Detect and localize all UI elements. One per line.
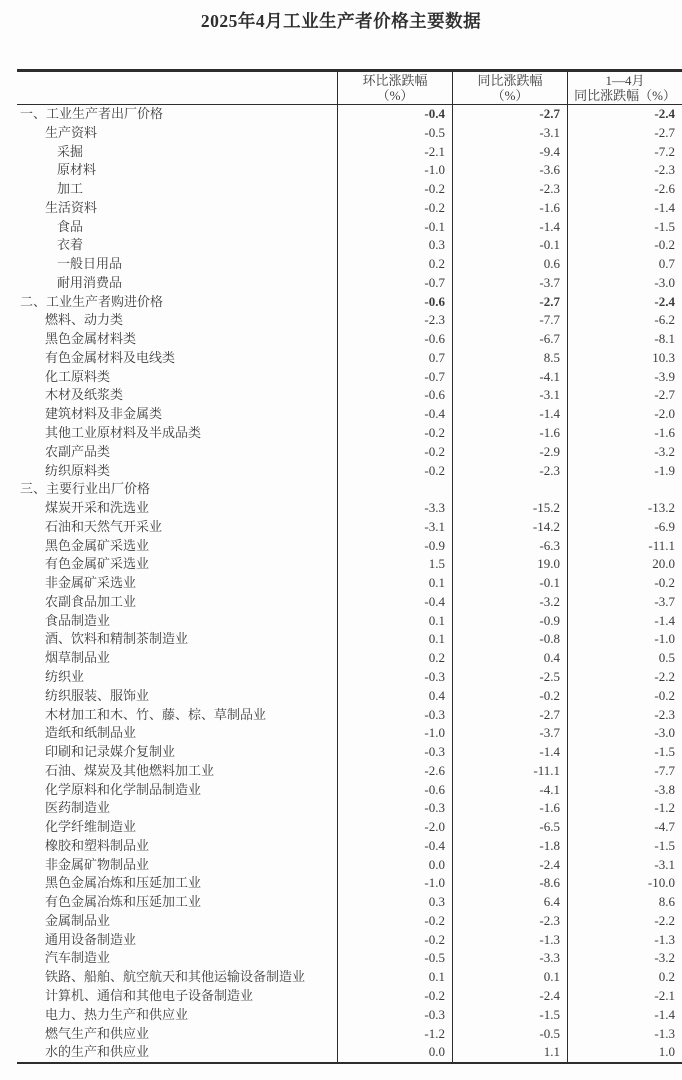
row-value-mom: -0.4 [337,837,452,856]
row-label: 化学纤维制造业 [45,819,137,835]
row-value-ytd: 20.0 [567,555,682,574]
row-label: 木材及纸浆类 [45,387,124,403]
row-value-yoy: -2.4 [452,987,567,1006]
row-value-mom: 1.5 [337,555,452,574]
row-value-yoy: 0.6 [452,255,567,274]
row-value-ytd: -3.8 [567,781,682,800]
row-label: 二、工业生产者购进价格 [20,293,164,309]
row-value-yoy: -2.7 [452,706,567,725]
row-label: 生产资料 [45,124,98,140]
row-label: 建筑材料及非金属类 [45,406,163,422]
table-row [17,1043,682,1062]
table-row [17,987,682,1006]
table-row [17,161,682,180]
table-row [17,706,682,725]
row-value-ytd: -7.2 [567,143,682,162]
row-value-yoy: -1.6 [452,799,567,818]
row-value-yoy: -8.6 [452,874,567,893]
row-value-ytd: -6.2 [567,311,682,330]
table-row [17,537,682,556]
row-value-mom: -0.2 [337,180,452,199]
table-row [17,293,682,312]
row-label: 一般日用品 [57,256,123,272]
row-value-ytd: -3.1 [567,856,682,875]
row-value-yoy: -3.7 [452,274,567,293]
row-value-ytd: 0.2 [567,968,682,987]
table-row [17,405,682,424]
row-value-mom: -0.2 [337,199,452,218]
row-value-yoy: -11.1 [452,762,567,781]
row-value-mom: -1.0 [337,161,452,180]
row-value-mom: -0.2 [337,912,452,931]
table-body [17,105,682,1062]
row-label: 黑色金属冶炼和压延加工业 [45,875,202,891]
table-row [17,236,682,255]
row-value-ytd: -0.2 [567,687,682,706]
row-value-ytd: -2.2 [567,912,682,931]
col-header-yoy-unit: （%） [491,88,529,103]
table-row [17,462,682,481]
table-row [17,218,682,237]
table-row [17,274,682,293]
row-value-yoy: -1.3 [452,931,567,950]
row-value-mom: -2.1 [337,143,452,162]
table-row [17,255,682,274]
row-label: 纺织服装、服饰业 [45,687,150,703]
table-row [17,518,682,537]
row-value-yoy: -6.5 [452,818,567,837]
row-value-yoy: -0.1 [452,574,567,593]
table-row [17,368,682,387]
row-value-ytd: -3.0 [567,274,682,293]
table-row [17,612,682,631]
row-value-yoy: -0.9 [452,612,567,631]
row-label: 原材料 [57,162,97,178]
row-value-ytd: 1.0 [567,1043,682,1062]
col-header-yoy-title: 同比涨跌幅 [477,72,543,88]
row-value-yoy: -2.3 [452,912,567,931]
row-value-yoy: 1.1 [452,1043,567,1062]
row-label: 印刷和记录媒介复制业 [45,744,176,760]
row-value-ytd: -1.5 [567,218,682,237]
row-label: 加工 [57,181,84,197]
row-value-ytd: 0.7 [567,255,682,274]
row-label: 铁路、船舶、航空航天和其他运输设备制造业 [45,969,306,985]
table-row [17,593,682,612]
row-label: 一、工业生产者出厂价格 [20,106,164,121]
row-label: 纺织业 [45,668,85,684]
row-value-ytd: -3.9 [567,368,682,387]
col-header-mom-title: 环比涨跌幅 [362,72,428,88]
row-value-yoy: -2.3 [452,462,567,481]
row-value-yoy: -3.2 [452,593,567,612]
row-label: 非金属矿物制品业 [45,856,150,872]
table-row [17,837,682,856]
row-value-mom: -0.3 [337,668,452,687]
row-value-yoy: -0.2 [452,687,567,706]
table-header-row [17,72,682,105]
row-value-ytd: -1.2 [567,799,682,818]
row-value-mom: -0.3 [337,743,452,762]
row-value-mom: 0.1 [337,574,452,593]
row-value-mom: -0.3 [337,1006,452,1025]
table-row [17,330,682,349]
row-label: 食品制造业 [45,612,111,628]
row-value-mom: -0.5 [337,949,452,968]
table-row [17,349,682,368]
table-row [17,105,682,124]
row-value-ytd: -2.3 [567,161,682,180]
row-value-ytd: -2.7 [567,124,682,143]
row-label: 农副产品类 [45,443,111,459]
row-label: 烟草制品业 [45,650,111,666]
row-value-ytd: -11.1 [567,537,682,556]
table-row [17,143,682,162]
row-label: 通用设备制造业 [45,931,137,947]
row-value-ytd: -2.7 [567,386,682,405]
row-label: 化学原料和化学制品制造业 [45,781,202,797]
row-value-ytd: 0.5 [567,649,682,668]
row-value-yoy: -0.1 [452,236,567,255]
table-row [17,668,682,687]
row-value-mom: -2.3 [337,311,452,330]
row-value-mom: 0.0 [337,856,452,875]
row-value-mom: -0.2 [337,931,452,950]
table-row [17,743,682,762]
row-value-yoy: -7.7 [452,311,567,330]
row-value-yoy: -3.6 [452,161,567,180]
row-value-mom: -0.2 [337,987,452,1006]
row-value-ytd: -7.7 [567,762,682,781]
row-value-yoy: -3.3 [452,949,567,968]
row-label: 医药制造业 [45,800,111,816]
row-value-mom: -0.7 [337,368,452,387]
table-row [17,1025,682,1044]
row-value-yoy: -2.9 [452,443,567,462]
row-value-ytd: -1.4 [567,612,682,631]
row-value-yoy: -4.1 [452,781,567,800]
row-value-yoy: -1.4 [452,218,567,237]
table-row [17,180,682,199]
row-value-yoy: -1.8 [452,837,567,856]
col-header-yoy-change [452,72,567,104]
row-value-yoy: -2.3 [452,180,567,199]
row-value-mom: -0.3 [337,706,452,725]
row-value-yoy: -6.7 [452,330,567,349]
row-value-yoy: -2.7 [452,105,567,124]
row-value-yoy: -3.7 [452,724,567,743]
row-value-yoy: -2.4 [452,856,567,875]
row-label: 汽车制造业 [45,950,111,966]
row-value-yoy: -1.5 [452,1006,567,1025]
col-header-ytd-yoy-change [567,72,682,104]
row-value-ytd: -1.3 [567,1025,682,1044]
row-value-yoy: 0.4 [452,649,567,668]
row-label: 采掘 [57,143,84,159]
row-value-ytd: -13.2 [567,499,682,518]
row-label: 黑色金属矿采选业 [45,537,150,553]
table-row [17,480,682,499]
row-value-yoy: -2.7 [452,293,567,312]
row-value-mom: -0.7 [337,274,452,293]
row-value-ytd [567,480,682,499]
row-value-mom: 0.2 [337,649,452,668]
table-row [17,724,682,743]
row-value-mom: -0.2 [337,443,452,462]
table-row [17,931,682,950]
row-value-ytd: -8.1 [567,330,682,349]
table-row [17,893,682,912]
table-row [17,968,682,987]
row-label: 煤炭开采和洗选业 [45,500,150,516]
table-row [17,574,682,593]
row-label: 燃气生产和供应业 [45,1025,150,1041]
header-label-spacer [17,72,337,104]
col-header-ytd-unit: 同比涨跌幅（%） [574,88,676,103]
table-row [17,762,682,781]
row-value-mom: -0.9 [337,537,452,556]
row-value-yoy: 0.1 [452,968,567,987]
row-value-ytd: -10.0 [567,874,682,893]
row-value-mom: -0.3 [337,799,452,818]
row-value-mom: 0.0 [337,1043,452,1062]
row-value-ytd: -2.4 [567,293,682,312]
row-value-yoy: -14.2 [452,518,567,537]
row-value-mom: -0.6 [337,330,452,349]
row-value-mom: -2.6 [337,762,452,781]
row-label: 造纸和纸制品业 [45,725,137,741]
row-value-ytd: -3.0 [567,724,682,743]
row-label: 纺织原料类 [45,462,111,478]
row-value-ytd: -0.2 [567,574,682,593]
row-value-yoy: -0.8 [452,630,567,649]
row-value-mom: -0.4 [337,593,452,612]
row-value-mom: -2.0 [337,818,452,837]
table-row [17,311,682,330]
table-row [17,687,682,706]
row-value-ytd: -1.9 [567,462,682,481]
row-label: 金属制品业 [45,912,111,928]
row-value-mom: -0.6 [337,781,452,800]
row-value-yoy: -6.3 [452,537,567,556]
row-label: 其他工业原材料及半成品类 [45,425,202,441]
row-value-mom: -0.2 [337,462,452,481]
row-value-mom: 0.1 [337,630,452,649]
row-value-ytd: -0.2 [567,236,682,255]
row-value-ytd: -2.0 [567,405,682,424]
table-row [17,856,682,875]
row-value-mom: -1.2 [337,1025,452,1044]
row-value-mom: 0.1 [337,968,452,987]
row-value-yoy: -3.1 [452,386,567,405]
row-value-ytd: 8.6 [567,893,682,912]
row-value-ytd: -1.4 [567,1006,682,1025]
col-header-mom-change [337,72,452,104]
table-row [17,799,682,818]
row-value-yoy: 8.5 [452,349,567,368]
row-value-mom: -1.0 [337,874,452,893]
page-title: 2025年4月工业生产者价格主要数据 [200,11,482,31]
table-row [17,912,682,931]
row-label: 三、主要行业出厂价格 [20,481,151,497]
row-label: 非金属矿采选业 [45,575,137,591]
row-value-ytd: -1.5 [567,837,682,856]
row-value-ytd: -6.9 [567,518,682,537]
row-value-mom: -3.3 [337,499,452,518]
row-label: 化工原料类 [45,368,111,384]
row-value-yoy: -0.5 [452,1025,567,1044]
table-row [17,1006,682,1025]
row-value-ytd: -3.7 [567,593,682,612]
row-label: 计算机、通信和其他电子设备制造业 [45,987,254,1003]
row-label: 水的生产和供应业 [45,1044,150,1060]
row-label: 食品 [57,218,84,234]
ppi-data-table [17,69,682,1064]
row-label: 有色金属矿采选业 [45,556,150,572]
row-value-yoy: -15.2 [452,499,567,518]
row-label: 电力、热力生产和供应业 [45,1006,189,1022]
row-value-yoy: -1.6 [452,199,567,218]
row-value-ytd: -2.3 [567,706,682,725]
row-value-yoy: -1.4 [452,743,567,762]
row-label: 有色金属材料及电线类 [45,349,176,365]
row-value-yoy: -2.5 [452,668,567,687]
row-value-yoy: 19.0 [452,555,567,574]
ppi-report-page [0,11,682,1064]
table-row [17,424,682,443]
row-label: 木材加工和木、竹、藤、棕、草制品业 [45,706,267,722]
row-label: 生活资料 [45,199,98,215]
row-value-yoy [452,480,567,499]
row-value-mom: -0.2 [337,424,452,443]
row-label: 酒、饮料和精制茶制造业 [45,631,189,647]
row-value-mom: 0.2 [337,255,452,274]
row-value-yoy: 6.4 [452,893,567,912]
row-label: 耐用消费品 [57,274,123,290]
table-row [17,818,682,837]
table-row [17,443,682,462]
row-value-yoy: -4.1 [452,368,567,387]
row-value-mom: -0.6 [337,293,452,312]
row-value-mom: -0.4 [337,105,452,124]
row-value-mom: -1.0 [337,724,452,743]
row-value-yoy: -3.1 [452,124,567,143]
row-value-ytd: -3.2 [567,949,682,968]
row-label: 黑色金属材料类 [45,331,137,347]
row-value-mom: 0.3 [337,236,452,255]
row-value-ytd: -1.6 [567,424,682,443]
row-value-yoy: -1.6 [452,424,567,443]
col-header-ytd-title: 1—4月 [605,72,645,88]
row-value-ytd: -4.7 [567,818,682,837]
row-value-ytd: -2.1 [567,987,682,1006]
row-value-mom: -3.1 [337,518,452,537]
row-label: 有色金属冶炼和压延加工业 [45,894,202,910]
row-value-mom: -0.4 [337,405,452,424]
table-row [17,124,682,143]
row-value-ytd: -3.2 [567,443,682,462]
row-label: 农副食品加工业 [45,593,137,609]
table-row [17,649,682,668]
col-header-mom-unit: （%） [376,88,414,103]
row-value-yoy: -1.4 [452,405,567,424]
row-value-mom: 0.3 [337,893,452,912]
table-row [17,499,682,518]
table-row [17,199,682,218]
row-value-mom [337,480,452,499]
table-row [17,555,682,574]
row-value-mom: 0.4 [337,687,452,706]
table-row [17,949,682,968]
row-value-ytd: -2.6 [567,180,682,199]
table-row [17,781,682,800]
row-label: 石油和天然气开采业 [45,518,163,534]
row-value-mom: 0.7 [337,349,452,368]
row-value-mom: 0.1 [337,612,452,631]
table-row [17,386,682,405]
row-label: 燃料、动力类 [45,312,124,328]
row-label: 橡胶和塑料制品业 [45,837,150,853]
row-value-mom: -0.5 [337,124,452,143]
row-value-mom: -0.1 [337,218,452,237]
table-row [17,874,682,893]
row-value-ytd: -2.4 [567,105,682,124]
row-value-ytd: 10.3 [567,349,682,368]
row-value-ytd: -1.3 [567,931,682,950]
row-label: 衣着 [57,237,84,253]
row-value-ytd: -1.5 [567,743,682,762]
row-value-ytd: -1.0 [567,630,682,649]
row-value-ytd: -1.4 [567,199,682,218]
row-value-mom: -0.6 [337,386,452,405]
row-value-yoy: -9.4 [452,143,567,162]
row-value-ytd: -2.2 [567,668,682,687]
table-row [17,630,682,649]
row-label: 石油、煤炭及其他燃料加工业 [45,762,215,778]
